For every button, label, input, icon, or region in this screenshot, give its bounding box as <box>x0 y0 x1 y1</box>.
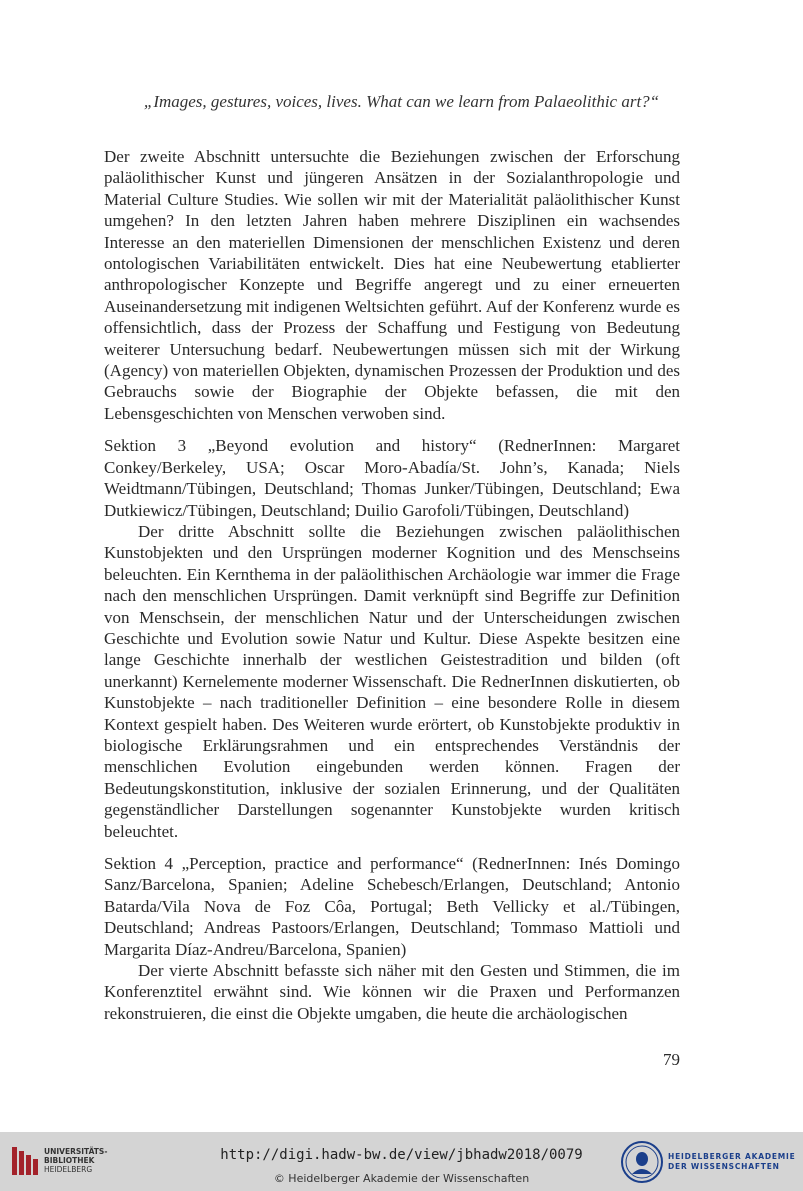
academy-line-2: DER WISSENSCHAFTEN <box>668 1162 780 1171</box>
running-head: „Images, gestures, voices, lives. What can we learn from Palaeolithic art?“ <box>143 92 660 111</box>
library-line-1: UNIVERSITÄTS- <box>44 1147 108 1156</box>
footer-bar <box>0 1132 803 1191</box>
paragraph-section-3-heading: Sektion 3 „Beyond evolution and history“ (RednerInnen: Margaret Conkey/Berkeley, USA; Oscar Moro-Abadía/St. John’s, Kanada; Niels Weidtmann/Tübingen, Deutschland; Thomas Junker/Tübingen, Deutschland; Ewa Dutkiewicz/Tübingen, Deutschland; Duilio Garofoli/Tübingen, Deutschland) <box>104 436 680 520</box>
paragraph-section-4-heading: Sektion 4 „Perception, practice and performance“ (RednerInnen: Inés Domingo Sanz/Barcelona, Spanien; Adeline Schebesch/Erlangen, Deutschland; Antonio Batarda/Vila Nova de Foz Côa, Portugal; Beth Vellicky et al./Tübingen, Deutschland; Andreas Pastoors/Erlangen, Deutschland; Tommaso Mattioli und Margarita Díaz-Andreu/Barcelona, Spanien) <box>104 854 680 959</box>
academy-seal-icon[interactable] <box>620 1140 664 1184</box>
paragraph-section-2-summary: Der zweite Abschnitt untersuchte die Beziehungen zwischen der Erforschung paläolithischer Kunst und jüngeren Ansätzen in der Sozialanthropologie und Material Culture Studies. Wie sollen wir mit der Materialität paläolithischer Kunst umgehen? In den letzten Jahren haben mehrere Disziplinen ein wachsendes Interesse an den materiellen Dimensionen der menschlichen Existenz und deren ontologischen Variabilitäten entwickelt. Dies hat eine Neubewertung etablierter anthropologischer Konzepte und Begriffe angeregt und zu einer erneuerten Auseinandersetzung mit indigenen Weltsichten geführt. Auf der Konferenz wurde es offensichtlich, dass der Prozess der Schaffung und Festigung von Bedeutung weiterer Untersuchung bedarf. Neubewertungen müssen sich mit der Wirkung (Agency) von materiellen Objekten, dynamischen Prozessen der Produktion und des Gebrauchs sowie der Biographie der Objekte befassen, die mit den Lebensgeschichten von Menschen verwoben sind. <box>104 147 680 423</box>
copyright-notice: © Heidelberger Akademie der Wissenschaften <box>273 1172 530 1185</box>
academy-name[interactable] <box>668 1152 796 1172</box>
body-text <box>104 146 680 1024</box>
paragraph-section-4-summary: Der vierte Abschnitt befasste sich näher mit den Gesten und Stimmen, die im Konferenztitel erwähnt sind. Wie können wir die Praxen und Performanzen rekonstruieren, die einst die Objekte umgaben, die heute die archäologischen <box>104 961 680 1023</box>
library-line-3: HEIDELBERG <box>44 1165 93 1174</box>
page-number: 79 <box>663 1050 680 1069</box>
academy-line-1: HEIDELBERGER AKADEMIE <box>668 1152 796 1161</box>
library-line-2: BIBLIOTHEK <box>44 1156 95 1165</box>
source-url-link[interactable]: http://digi.hadw-bw.de/view/jbhadw2018/0079 <box>220 1147 583 1163</box>
paragraph-section-3-summary: Der dritte Abschnitt sollte die Beziehungen zwischen paläolithischen Kunstobjekten und den Ursprüngen moderner Kognition und des Menschseins beleuchten. Ein Kernthema in der paläolithischen Archäologie war immer die Frage nach den menschlichen Ursprüngen. Damit verknüpft sind Begriffe zur Definition von Menschsein, der menschlichen Natur und der Unterscheidungen zwischen Geschichte und Evolution sowie Natur und Kultur. Diese Aspekte besitzen eine lange Geschichte innerhalb der westlichen Geistestradition und bilden (oft unerkannt) Kernelemente moderner Wissenschaft. Die RednerInnen diskutierten, ob Kunstobjekte – nach traditioneller Definition – eine besondere Rolle in diesem Kontext gespielt haben. Des Weiteren wurde erörtert, ob Kunstobjekte produktiv in biologische Erklärungsrahmen und ein entsprechendes Verständnis der menschlichen Evolution eingebunden werden können. Fragen der Bedeutungskonstitution, inklusive der sozialen Erinnerung, und der Qualitäten gegenständlicher Darstellungen sogenannter Kunstobjekte wurden kritisch beleuchtet. <box>104 521 680 841</box>
